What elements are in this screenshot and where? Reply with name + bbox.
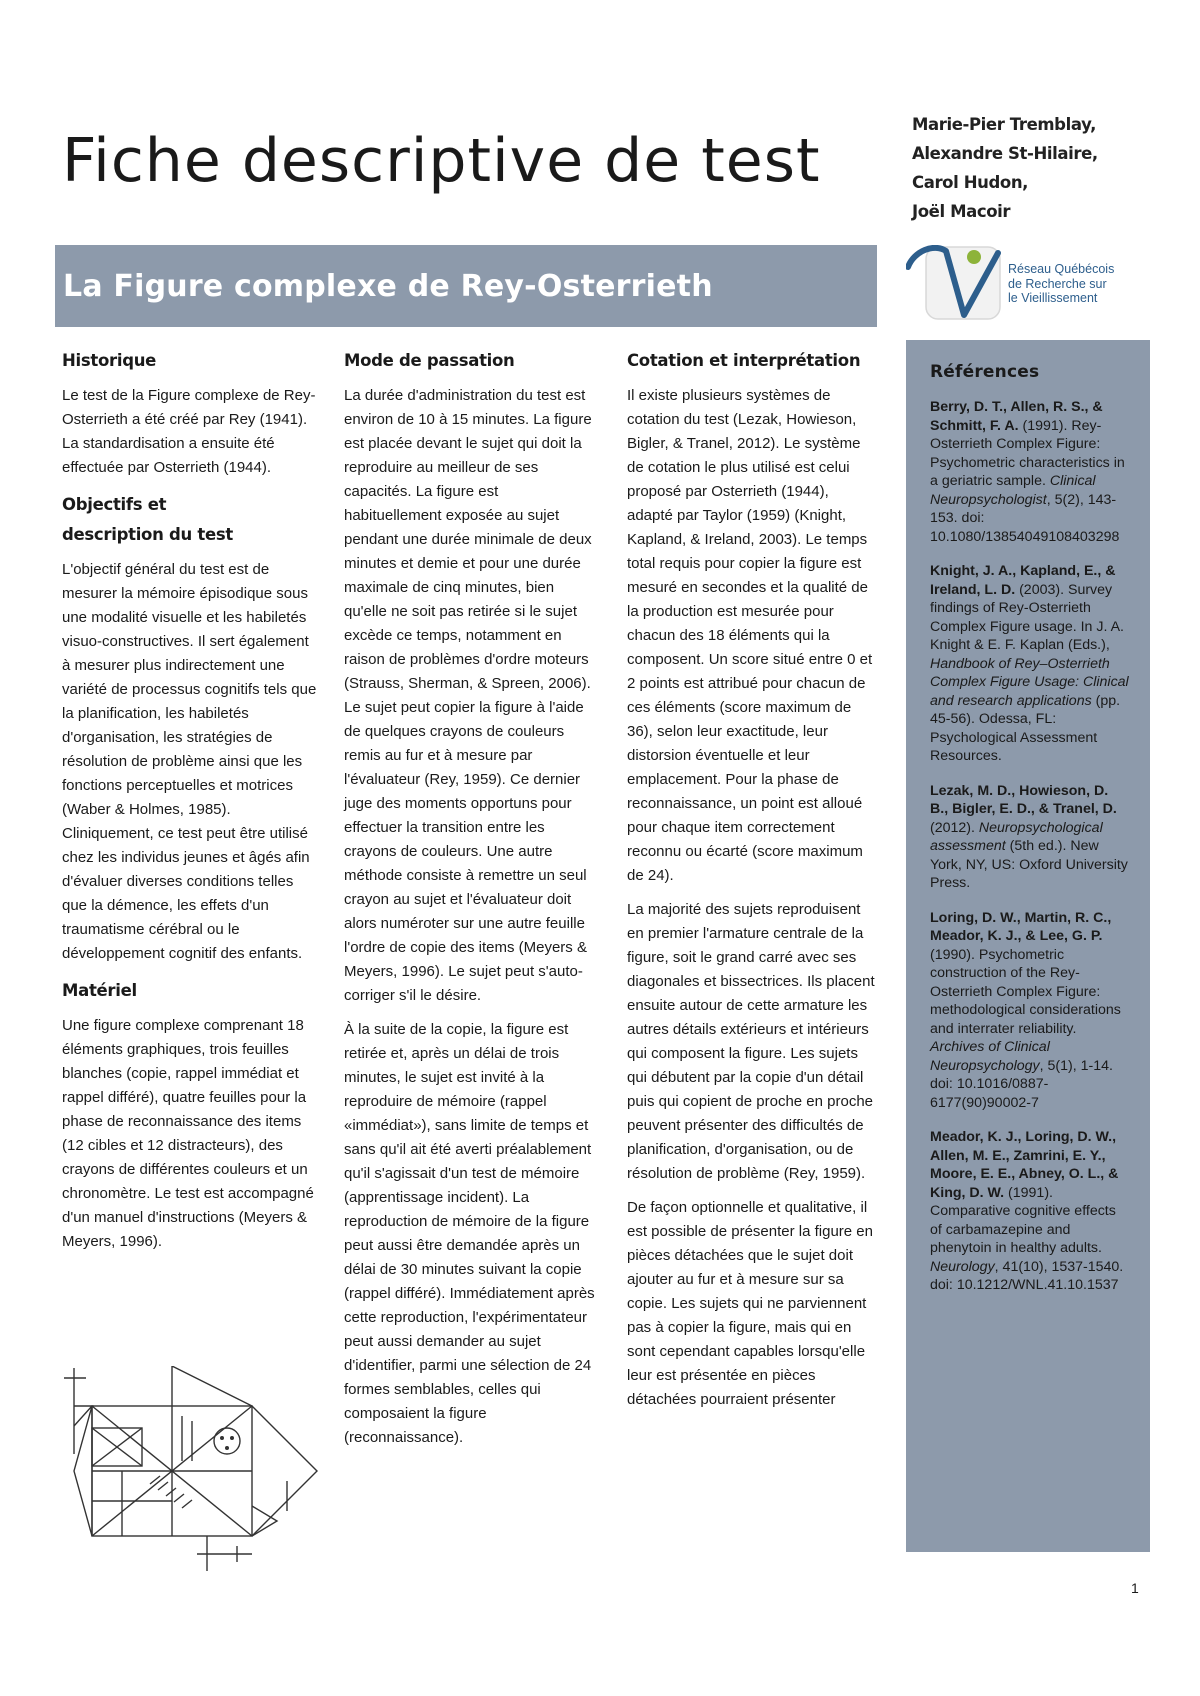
- column-historique: [62, 346, 317, 1264]
- cotation-paragraph: De façon optionnelle et qualitative, il est possible de présenter la figure en pièces détachées que le sujet doit ajouter au fur et à mesure sur sa copie. Les sujets qui ne parviennent pas à copier la figure, mais qui en sont cependant capables lorsqu'elle leur est présentée en pièces détachées pourraient présenter: [627, 1199, 873, 1408]
- reference-item: Lezak, M. D., Howieson, D. B., Bigler, E. D., & Tranel, D. (2012). Neuropsychological assessment (5th ed.). New York, NY, US: Oxford University Press.: [930, 782, 1128, 891]
- references-sidebar: [906, 340, 1150, 1552]
- section-heading-materiel: Matériel: [62, 981, 137, 1000]
- section-heading-cotation: Cotation et interprétation: [627, 351, 861, 370]
- passation-paragraph: À la suite de la copie, la figure est retirée et, après un délai de trois minutes, le sujet est invité à la reproduire de mémoire (rappel «immédiat»), sans limite de temps et sans qu'il ait été averti préalablement qu'il s'agissait d'un test de mémoire (apprentissage incident). La reproduction de mémoire de la figure peut aussi être demandée après un délai de 30 minutes suivant la copie (rappel différé). Immédiatement après cette reproduction, l'expérimentateur peut aussi demander au sujet d'identifier, parmi une sélection de 24 formes semblables, celles qui composaient la figure (reconnaissance).: [344, 1021, 595, 1446]
- author: Carol Hudon,: [912, 173, 1029, 192]
- reference-item: Loring, D. W., Martin, R. C., Meador, K. J., & Lee, G. P. (1990). Psychometric construction of the Rey-Osterrieth Complex Figure: methodological considerations and interrater reliability. Archives of Clinical Neuropsychology, 5(1), 1-14. doi: 10.1016/0887-6177(90)90002-7: [930, 909, 1121, 1111]
- section-heading-historique: Historique: [62, 351, 157, 370]
- page-number: 1: [1131, 1580, 1139, 1596]
- author: Joël Macoir: [912, 202, 1011, 221]
- column-mode-de-passation: [344, 346, 599, 1460]
- references-heading: Références: [930, 362, 1040, 382]
- objectifs-text: L'objectif général du test est de mesurer la mémoire épisodique sous une modalité visuelle et les habiletés visuo-constructives. Il sert également à mesurer plus indirectement une variété de processus cognitifs tels que la planification, les habiletés d'organisation, les stratégies de résolution de problème ainsi que les fonctions perceptuelles et motrices (Waber & Holmes, 1985). Cliniquement, ce test peut être utilisé chez les individus jeunes et âgés afin d'évaluer diverses conditions telles que la démence, les effets d'un traumatisme cérébral ou le développement cognitif des enfants.: [62, 561, 317, 962]
- section-heading-mode-de-passation: Mode de passation: [344, 351, 515, 370]
- page-title: Fiche descriptive de test: [62, 126, 821, 196]
- passation-paragraph: La durée d'administration du test est environ de 10 à 15 minutes. La figure est placée devant le sujet qui doit la reproduire au meilleur de ses capacités. La figure est habituellement exposée au sujet pendant une durée minimale de deux minutes et demie et pour une durée maximale de cinq minutes, bien qu'elle ne soit pas retirée si le sujet excède ce temps, notamment en raison de problèmes d'ordre moteurs (Strauss, Sherman, & Spreen, 2006). Le sujet peut copier la figure à l'aide de quelques crayons de couleurs remis au fur et à mesure par l'évaluateur (Rey, 1959). Ce dernier juge des moments opportuns pour effectuer la transition entre les crayons de couleurs. Une autre méthode consiste à remettre un seul crayon au sujet et l'évaluateur doit alors numéroter sur une autre feuille l'ordre de copie des items (Meyers & Meyers, 1996). Le sujet peut s'auto-corriger s'il le désire.: [344, 387, 592, 1004]
- historique-text: Le test de la Figure complexe de Rey-Osterrieth a été créé par Rey (1941). La standardisation a ensuite été effectuée par Osterrieth (1944).: [62, 387, 316, 476]
- rey-complex-figure-icon: [62, 1366, 332, 1571]
- author: Alexandre St-Hilaire,: [912, 144, 1098, 163]
- column-cotation: [627, 346, 875, 1422]
- section-heading-objectifs: Objectifs et description du test: [62, 495, 233, 544]
- cotation-paragraph: Il existe plusieurs systèmes de cotation du test (Lezak, Howieson, Bigler, & Tranel, 2012). Le système de cotation le plus utilisé est celui proposé par Osterrieth (1944), adapté par Taylor (1959) (Knight, Kapland, & Ireland, 2003). Le temps total requis pour copier la figure est mesuré en secondes et la qualité de la production est mesurée pour chacun des 18 éléments qui la composent. Un score situé entre 0 et 2 points est attribué pour chacun de ces éléments (score maximum de 36), selon leur exactitude, leur distorsion éventuelle et leur emplacement. Pour la phase de reconnaissance, un point est alloué pour chaque item correctement reconnu ou écarté (score maximum de 24).: [627, 387, 873, 884]
- reference-item: Knight, J. A., Kapland, E., & Ireland, L. D. (2003). Survey findings of Rey-Osterrieth Complex Figure usage. In J. A. Knight & E. F. Kaplan (Eds.), Handbook of Rey–Osterrieth Complex Figure Usage: Clinical and research applications (pp. 45-56). Odessa, FL: Psychological Assessment Resources.: [930, 563, 1129, 764]
- test-name: La Figure complexe de Rey-Osterrieth: [63, 268, 713, 304]
- logo-text: Réseau Québécois de Recherche sur le Vieillissement: [1008, 262, 1115, 305]
- author: Marie-Pier Tremblay,: [912, 115, 1097, 134]
- authors: [912, 110, 1098, 226]
- title-banner: [55, 245, 877, 327]
- materiel-text: Une figure complexe comprenant 18 éléments graphiques, trois feuilles blanches (copie, rappel immédiat et rappel différé), quatre feuilles pour la phase de reconnaissance des items (12 cibles et 12 distracteurs), des crayons de différentes couleurs et un chronomètre. Le test est accompagné d'un manuel d'instructions (Meyers & Meyers, 1996).: [62, 1017, 314, 1250]
- reference-item: Meador, K. J., Loring, D. W., Allen, M. E., Zamrini, E. Y., Moore, E. E., Abney, O. L., & King, D. W. (1991). Comparative cognitive effects of carbamazepine and phenytoin in healthy adults. Neurology, 41(10), 1537-1540. doi: 10.1212/WNL.41.10.1537: [930, 1129, 1124, 1293]
- reference-item: Berry, D. T., Allen, R. S., & Schmitt, F. A. (1991). Rey-Osterrieth Complex Figure: Psychometric characteristics in a geriatric sample. Clinical Neuropsychologist, 5(2), 143-153. doi: 10.1080/13854049108403298: [930, 399, 1125, 545]
- cotation-paragraph: La majorité des sujets reproduisent en premier l'armature centrale de la figure, soit le grand carré avec ses diagonales et bissectrices. Ils placent ensuite autour de cette armature les autres détails extérieurs et intérieurs qui composent la figure. Les sujets qui débutent par la copie d'un détail puis qui copient de proche en proche peuvent présenter des difficultés de planification, d'organisation, ou de résolution de problème (Rey, 1959).: [627, 901, 875, 1182]
